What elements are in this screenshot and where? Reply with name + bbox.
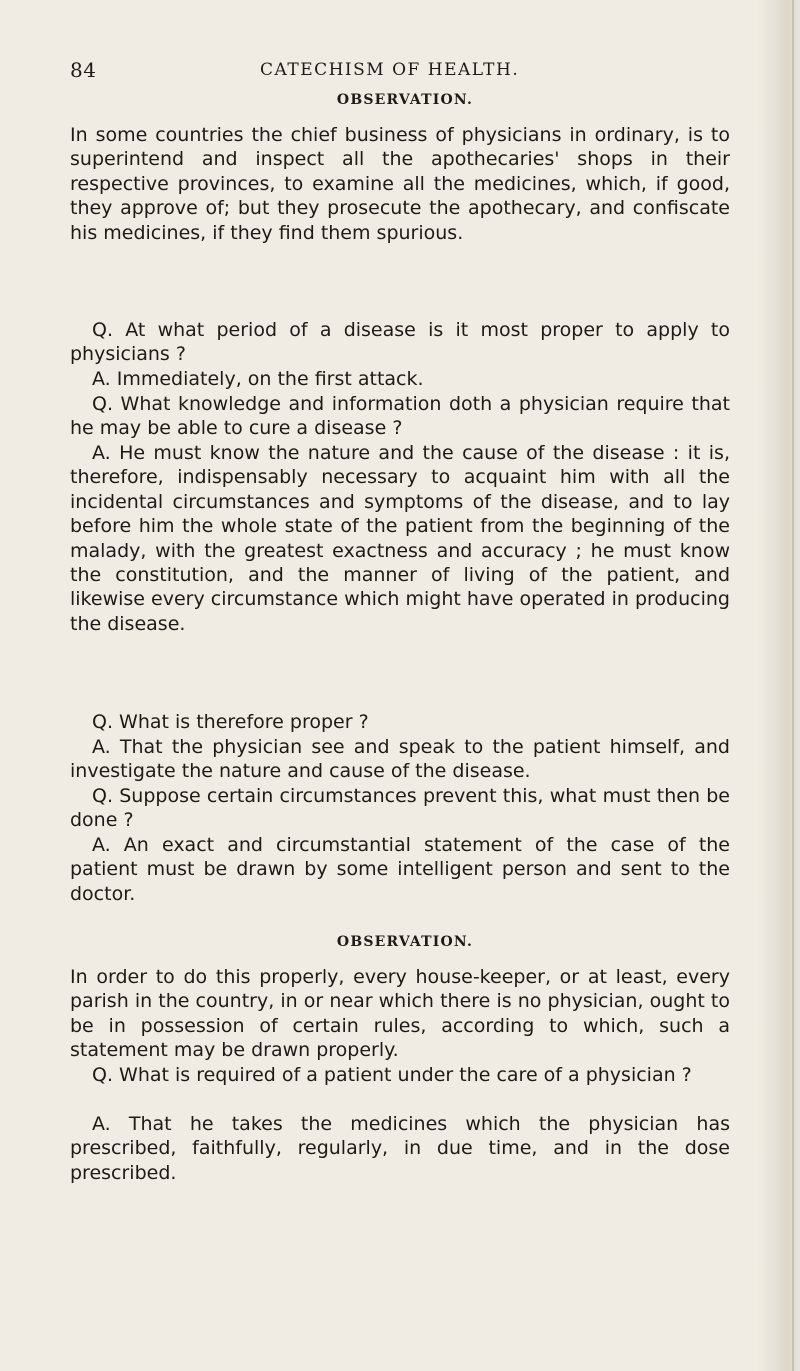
answer: A. That the physician see and speak to the patient himself, and investigate the nature and cause of the disease. [70, 736, 730, 783]
answer: A. Immediately, on the first attack. [92, 368, 424, 390]
answer: A. An exact and circumstantial statement of the case of the patient must be drawn by some intelligent person and sent to the doctor. [70, 834, 730, 905]
section-heading: OBSERVATION. [336, 934, 474, 950]
running-head-title: CATECHISM OF HEALTH. [260, 60, 520, 80]
question: Q. At what period of a disease is it most proper to apply to physicians ? [70, 319, 730, 366]
page-number: 84 [70, 58, 97, 82]
question: Q. What is required of a patient under the care of a physician ? [92, 1064, 692, 1086]
question: Q. What is therefore proper ? [92, 711, 369, 733]
paragraph: In some countries the chief business of physicians in ordinary, is to superintend and inspect all the apothecaries' shops in their respective provinces, to examine all the medicines, which, if good, they approve of; but they prosecute the apothecary, and confiscate his medicines, if they find them spurious. [70, 124, 730, 244]
running-head [70, 58, 740, 82]
question: Q. What knowledge and information doth a physician require that he may be able to cure a disease ? [70, 393, 730, 440]
gutter-shadow-line [792, 0, 794, 1371]
question: Q. Suppose certain circumstances prevent this, what must then be done ? [70, 785, 730, 832]
paragraph: In order to do this properly, every house-keeper, or at least, every parish in the country, in or near which there is no physician, ought to be in possession of certain rules, according to which, such a statement may be drawn properly. [70, 966, 730, 1062]
section-heading: OBSERVATION. [336, 92, 474, 108]
answer: A. That he takes the medicines which the physician has prescribed, faithfully, regularly, in due time, and in the dose prescribed. [70, 1113, 730, 1184]
answer: A. He must know the nature and the cause of the disease : it is, therefore, indispensably necessary to acquaint him with all the incidental circumstances and symptoms of the disease, and to lay before him the whole state of the patient from the beginning of the malady, with the greatest exactness and accuracy ; he must know the constitution, and the manner of living of the patient, and likewise every circumstance which might have operated in producing the disease. [70, 442, 730, 635]
